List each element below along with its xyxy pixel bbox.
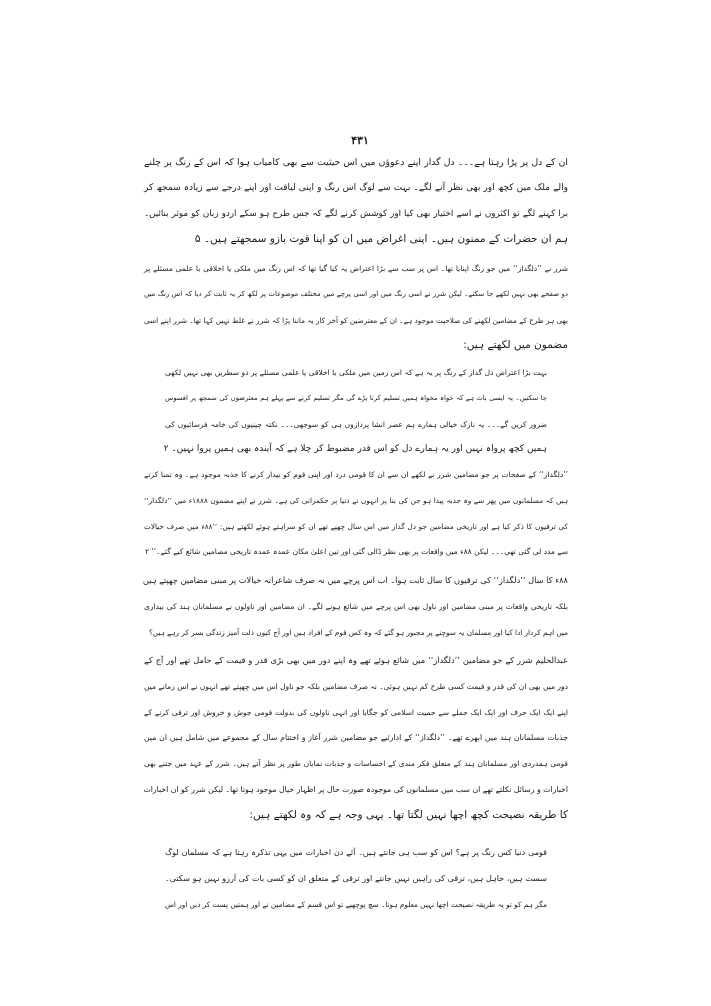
text-line: اپنے ایک ایک حرف اور ایک ایک جملے سے حمیت اسلامی کو جگایا اور انہی ناولوں کی بدولت قومی جوش و خروش اور ترقی کرنے کے — [144, 707, 568, 717]
text-line: بلکہ تاریخی واقعات پر مبنی مضامین اور ناول بھی اس پرچے میں شائع ہونے لگے۔ ان مضامین اور ناولوں نے مسلمانان ہند کی بیداری — [144, 601, 568, 611]
paragraph-3 — [144, 462, 568, 565]
text-line: ان کے دل پر پڑا رہتا ہے۔۔۔ دل گداز اپنے دعوؤں میں اس حیثیت سے بھی کامیاب ہوا کہ اس کے رنگ پر چلنے — [144, 157, 568, 168]
text-line: عبدالحلیم شرر کے جو مضامین ’’دلگداز‘‘ میں شائع ہوئے تھے وہ اپنے دور میں بھی بڑی قدر و قیمت کے حامل تھے اور آج کے — [144, 655, 568, 665]
text-line: شرر نے ’’دلگداز‘‘ میں جو رنگ اپنایا تھا۔ اس پر سب سے بڑا اعتراض یہ کیا گیا تھا کہ اس رنگ میں ملکی یا اخلاقی یا علمی مسئلے پر — [144, 264, 568, 273]
block-quote-1 — [165, 360, 547, 463]
block-quote-2 — [165, 840, 547, 917]
text-line: جذبات مسلمانان ہند میں ابھرے تھے۔ ’’دلگداز‘‘ کے ادارئیے جو مضامین شرر آغاز و اختتام سال کے مجموعے میں شامل ہیں ان میں — [144, 733, 568, 743]
text-line: بہت بڑا اعتراض دل گداز کے رنگ پر یہ ہے کہ اس زمین میں ملکی یا اخلاقی یا علمی مسئلے پر دو سطریں بھی نہیں لکھی — [165, 368, 547, 377]
text-line: برا کہنے لگے تو اکثروں نے اسے اختیار بھی کیا اور کوشش کرنے لگے کہ جس طرح ہو سکے اردو زبان کو موثر بنائیں۔ — [144, 208, 568, 219]
paragraph-5 — [144, 648, 568, 829]
text-line: بھی ہر طرح کے مضامین لکھنے کی صلاحیت موجود ہے۔ ان کے معترضین کو آخر کار یہ ماننا پڑا کہ شرر نے غلط نہیں کہا تھا۔ شرر اپنے اسی — [144, 315, 568, 325]
text-line: اخبارات و رسائل نکلتے تھے ان سب میں مسلمانوں کی موجودہ صورت حال پر اظہار خیال موجود ہوتا تھا۔ لیکن شرر کو ان اخبارات — [143, 784, 568, 794]
text-line: مضمون میں لکھتے ہیں: — [463, 339, 568, 352]
text-line: کی ترقیوں کا ذکر کیا ہے اور تاریخی مضامین جو دل گداز میں اس سال چھپے تھے ان کو سراہتے ہوئے لکھتے ہیں: ’’۸۸ء میں صرف خیالات — [144, 521, 568, 531]
paragraph-1 — [144, 150, 568, 253]
text-line: ۸۸ء کا سال ’’دلگداز‘‘ کی ترقیوں کا سال ثابت ہوا۔ اب اس پرچے میں نہ صرف شاعرانہ خیالات پر مبنی مضامین چھپتے ہیں — [142, 575, 568, 585]
text-line: والے ملک میں کچھ اور بھی نظر آنے لگے۔ بہت سے لوگ اس رنگ و اپنی لیاقت اور اپنے درجے سے زیادہ سمجھ کر — [144, 182, 568, 193]
text-line: ضرور کریں گے۔۔۔ یہ نازک خیالی ہمارے ہم عصر انشا پردازوں ہی کو سوجھی۔۔۔ نکتہ چینیوں کی خامہ فرسائیوں کی — [165, 419, 547, 429]
paragraph-4 — [144, 568, 568, 645]
text-line: ’’دلگداز‘‘ کے صفحات پر جو مضامین شرر نے لکھے ان سے ان کا قومی درد اور اپنی قوم کو بیدار کرنے کا جذبہ موجود ہے۔ وہ تمنا کرتے — [144, 470, 568, 479]
text-line: سے مدد لی گئی تھی۔۔۔ لیکن ۸۸ء میں واقعات پر بھی نظر ڈالی گئی اور تین اعلیٰ مکان عمدہ عمدہ تاریخی مضامین شائع کیے گئے۔‘‘ ۲ — [144, 547, 568, 557]
paragraph-2 — [144, 256, 568, 359]
text-line: ہیں کہ مسلمانوں میں پھر سے وہ جذبہ پیدا ہو جن کی بنا پر انہوں نے دنیا پر حکمرانی کی ہے۔ شرر نے اپنے مضمون ۱۸۸۸ء میں ’’دلگداز‘‘ — [144, 495, 568, 505]
text-line: ہم ان حضرات کے ممنون ہیں۔ اپنی اغراض میں ان کو اپنا قوت بازو سمجھتے ہیں۔ ۵ — [194, 233, 568, 246]
text-line: قومی دنیا کس رنگ پر ہے؟ اس کو سب ہی جانتے ہیں۔ آئے دن اخبارات میں یہی تذکرہ رہتا ہے کہ مسلمان لوگ — [165, 848, 547, 857]
text-line: جا سکتیں۔ یہ ایسی بات ہے کہ خواہ مخواہ ہمیں تسلیم کرنا پڑے گی مگر تسلیم کرنے سے پہلے ہم معترضوں کی سمجھ پر افسوس — [165, 393, 547, 402]
text-line: مگر ہم کو تو یہ طریقہ نصیحت اچھا نہیں معلوم ہوتا۔ سچ پوچھیے تو اس قسم کے مضامین نے اور ہمتیں پست کر دیں اور اس — [165, 899, 547, 909]
text-line: دو صفحے بھی نہیں لکھے جا سکتے۔ لیکن شرر نے اسی رنگ میں اور اسی پرچے میں مختلف موضوعات پر لکھ کر یہ ثابت کر دیا کہ اس رنگ میں — [144, 289, 568, 298]
text-line: دور میں بھی ان کی قدر و قیمت کسی طرح کم نہیں ہوئی۔ نہ صرف مضامین بلکہ جو ناول اس میں چھپتے تھے انہوں نے اس زمانے میں — [144, 681, 568, 691]
text-line: کا طریقہ نصیحت کچھ اچھا نہیں لگتا تھا۔ یہی وجہ ہے کہ وہ لکھتے ہیں: — [249, 808, 568, 821]
page-number: ۴۳۱ — [351, 134, 369, 147]
text-line: میں اہم کردار ادا کیا اور مسلمان یہ سوچنے پر مجبور ہو گئے کہ وہ کس قوم کے افراد ہیں اور آج کیوں ذلت آمیز زندگی بسر کر رہے ہیں؟ — [148, 627, 568, 637]
text-line: قومی ہمدردی اور مسلمانان ہند کے متعلق فکر مندی کے احساسات و جذبات نمایاں طور پر نظر آتے ہیں۔ شرر کے عہد میں جتنے بھی — [144, 759, 568, 769]
text-line: سست ہیں، جاہل ہیں، ترقی کی راہیں نہیں جانتے اور ترقی کے متعلق ان کو کسی بات کی آرزو نہیں ہو سکتی۔ — [165, 873, 547, 883]
text-line: ہمیں کچھ پرواہ نہیں اور یہ ہمارے دل کو اس قدر مضبوط کر چلا ہے کہ آیندہ بھی ہمیں پروا نہیں۔ ۲ — [163, 444, 547, 455]
